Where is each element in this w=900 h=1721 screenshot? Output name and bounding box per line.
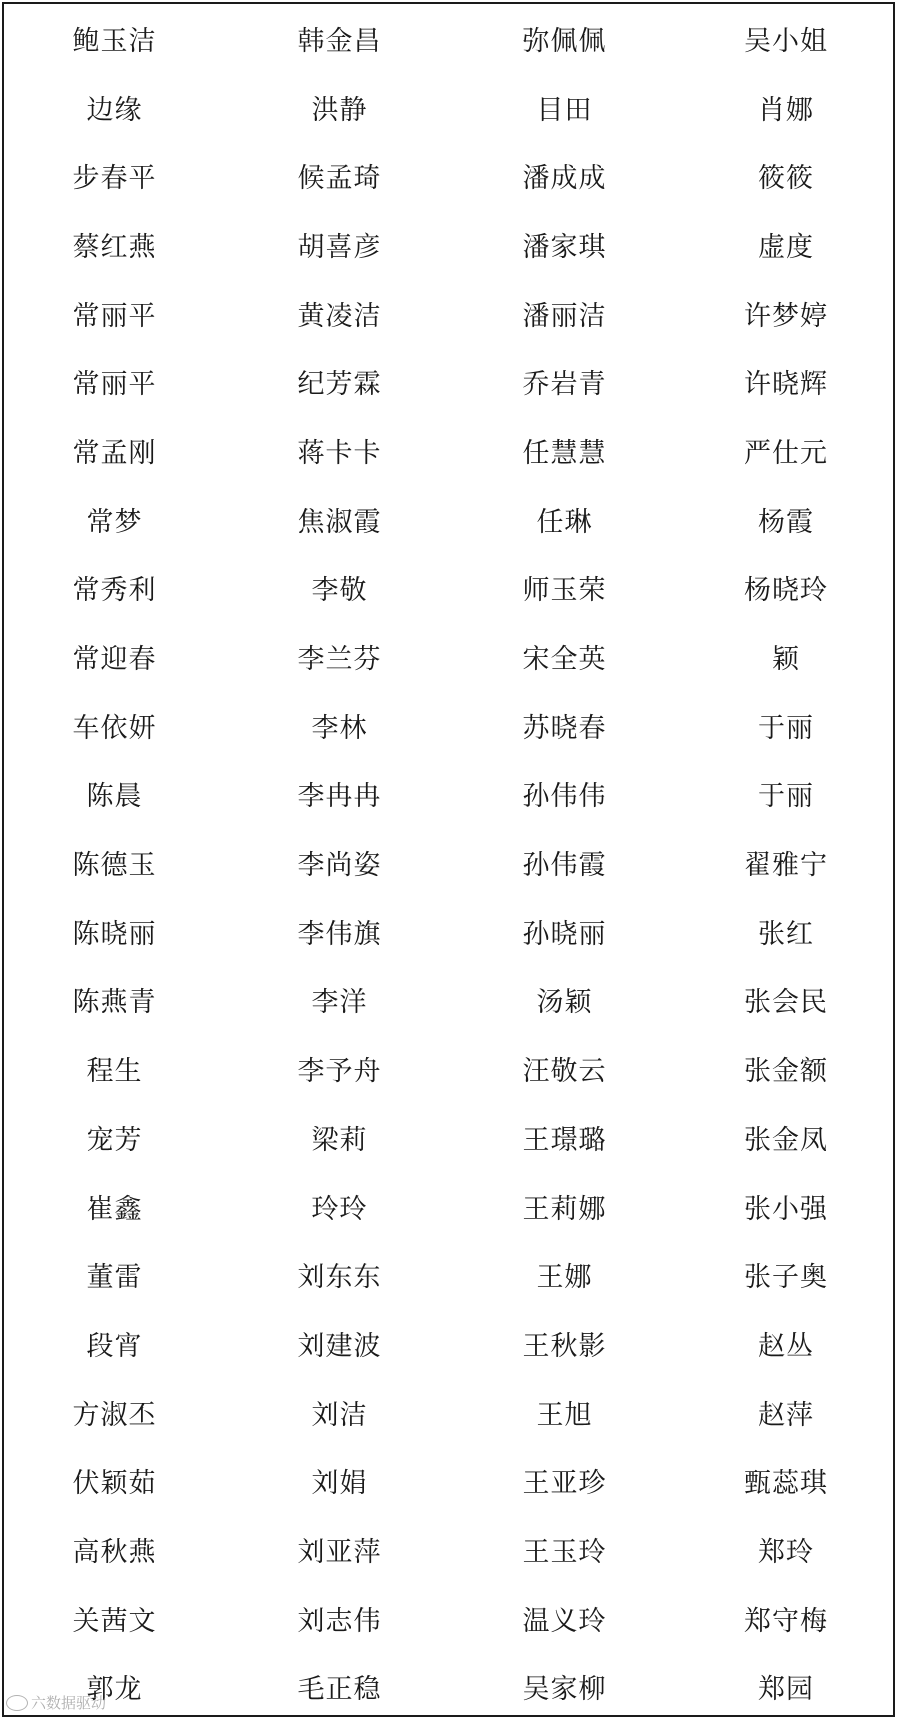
name-cell: 李尚姿 (297, 850, 382, 882)
name-cell: 任慧慧 (522, 437, 607, 469)
name-cell: 焦淑霞 (297, 506, 382, 538)
name-cell: 常秀利 (72, 575, 157, 607)
name-cell: 步春平 (72, 163, 157, 195)
name-cell: 郑玲 (758, 1536, 814, 1568)
name-cell: 黄凌洁 (297, 300, 382, 332)
name-cell: 李兰芬 (297, 644, 382, 676)
name-cell: 胡喜彦 (297, 231, 382, 263)
name-cell: 潘成成 (522, 163, 607, 195)
name-cell: 伏颖茹 (72, 1468, 157, 1500)
name-cell: 张红 (758, 918, 814, 950)
name-cell: 陈晨 (86, 781, 143, 813)
name-cell: 李伟旗 (297, 918, 382, 950)
name-cell: 于丽 (758, 781, 814, 813)
name-cell: 高秋燕 (72, 1536, 157, 1568)
name-cell: 孙伟霞 (522, 850, 607, 882)
name-cell: 张金额 (744, 1056, 828, 1088)
name-cell: 常丽平 (72, 369, 157, 401)
name-cell: 刘建波 (297, 1330, 382, 1362)
name-cell: 潘丽洁 (522, 300, 607, 332)
name-cell: 车依妍 (72, 712, 157, 744)
name-cell: 蔡红燕 (72, 231, 157, 263)
name-cell: 师玉荣 (522, 575, 607, 607)
name-cell: 常孟刚 (72, 437, 157, 469)
name-cell: 翟雅宁 (744, 850, 828, 882)
name-cell: 董雷 (86, 1262, 143, 1294)
name-cell: 程生 (86, 1056, 143, 1088)
name-cell: 汤颖 (536, 987, 593, 1019)
name-cell: 梁莉 (311, 1124, 368, 1156)
name-cell: 鲍玉洁 (72, 25, 157, 57)
name-cell: 方淑丕 (72, 1399, 157, 1431)
name-cell: 许晓辉 (744, 369, 828, 401)
name-cell: 张子奥 (744, 1262, 828, 1294)
name-cell: 李予舟 (297, 1056, 382, 1088)
name-cell: 韩金昌 (297, 25, 382, 57)
name-cell: 边缘 (86, 94, 143, 126)
watermark (6, 1692, 106, 1713)
brand-logo-icon (6, 1695, 28, 1711)
name-cell: 王娜 (536, 1262, 593, 1294)
name-cell: 苏晓春 (522, 712, 607, 744)
name-cell: 虚度 (758, 231, 814, 263)
name-cell: 李敬 (311, 575, 368, 607)
name-cell: 郑园 (758, 1674, 814, 1706)
name-cell: 杨霞 (758, 506, 814, 538)
name-cell: 于丽 (758, 712, 814, 744)
name-cell: 吴家柳 (522, 1674, 607, 1706)
name-cell: 孙伟伟 (522, 781, 607, 813)
name-cell: 常迎春 (72, 644, 157, 676)
name-cell: 张金凤 (744, 1124, 828, 1156)
name-cell: 洪静 (311, 94, 368, 126)
name-cell: 赵丛 (758, 1330, 814, 1362)
name-cell: 陈德玉 (72, 850, 157, 882)
name-cell: 目田 (536, 94, 593, 126)
name-cell: 王旭 (536, 1399, 593, 1431)
name-cell: 刘亚萍 (297, 1536, 382, 1568)
name-cell: 玲玲 (311, 1193, 368, 1225)
name-cell: 甄蕊琪 (744, 1468, 828, 1500)
name-cell: 张会民 (744, 987, 828, 1019)
name-cell: 李林 (311, 712, 368, 744)
name-cell: 李冉冉 (297, 781, 382, 813)
name-cell: 王璟璐 (522, 1124, 607, 1156)
name-cell: 刘志伟 (297, 1605, 382, 1637)
name-cell: 汪敬云 (522, 1056, 607, 1088)
name-cell: 宋全英 (522, 644, 607, 676)
name-cell: 吴小姐 (744, 25, 828, 57)
name-grid (2, 4, 895, 1721)
name-cell: 郭龙 (86, 1674, 143, 1706)
name-cell: 肖娜 (758, 94, 814, 126)
name-cell: 王亚珍 (522, 1468, 607, 1500)
name-cell: 张小强 (744, 1193, 828, 1225)
watermark-text: 六数据驱动 (31, 1694, 107, 1712)
name-cell: 颖 (772, 644, 800, 676)
name-cell: 常丽平 (72, 300, 157, 332)
name-cell: 任琳 (536, 506, 593, 538)
name-cell: 毛正稳 (297, 1674, 382, 1706)
name-cell: 纪芳霖 (297, 369, 382, 401)
name-cell: 李洋 (311, 987, 368, 1019)
name-cell: 弥佩佩 (522, 25, 607, 57)
name-cell: 蒋卡卡 (297, 437, 382, 469)
name-cell: 杨晓玲 (744, 575, 828, 607)
name-cell: 赵萍 (758, 1399, 814, 1431)
name-cell: 郑守梅 (744, 1605, 828, 1637)
name-cell: 温义玲 (522, 1605, 607, 1637)
name-cell: 常梦 (86, 506, 143, 538)
name-cell: 王莉娜 (522, 1193, 607, 1225)
name-cell: 段宵 (86, 1330, 143, 1362)
name-cell: 严仕元 (744, 437, 828, 469)
name-cell: 宠芳 (86, 1124, 143, 1156)
name-cell: 陈燕青 (72, 987, 157, 1019)
name-cell: 候孟琦 (297, 163, 382, 195)
name-cell: 王玉玲 (522, 1536, 607, 1568)
name-cell: 崔鑫 (86, 1193, 143, 1225)
name-cell: 刘洁 (311, 1399, 368, 1431)
name-cell: 刘东东 (297, 1262, 382, 1294)
name-cell: 孙晓丽 (522, 918, 607, 950)
name-cell: 陈晓丽 (72, 918, 157, 950)
name-cell: 筱筱 (758, 163, 814, 195)
name-cell: 王秋影 (522, 1330, 607, 1362)
name-cell: 潘家琪 (522, 231, 607, 263)
name-cell: 关茜文 (72, 1605, 157, 1637)
name-cell: 乔岩青 (522, 369, 607, 401)
name-cell: 许梦婷 (744, 300, 828, 332)
name-cell: 刘娟 (311, 1468, 368, 1500)
